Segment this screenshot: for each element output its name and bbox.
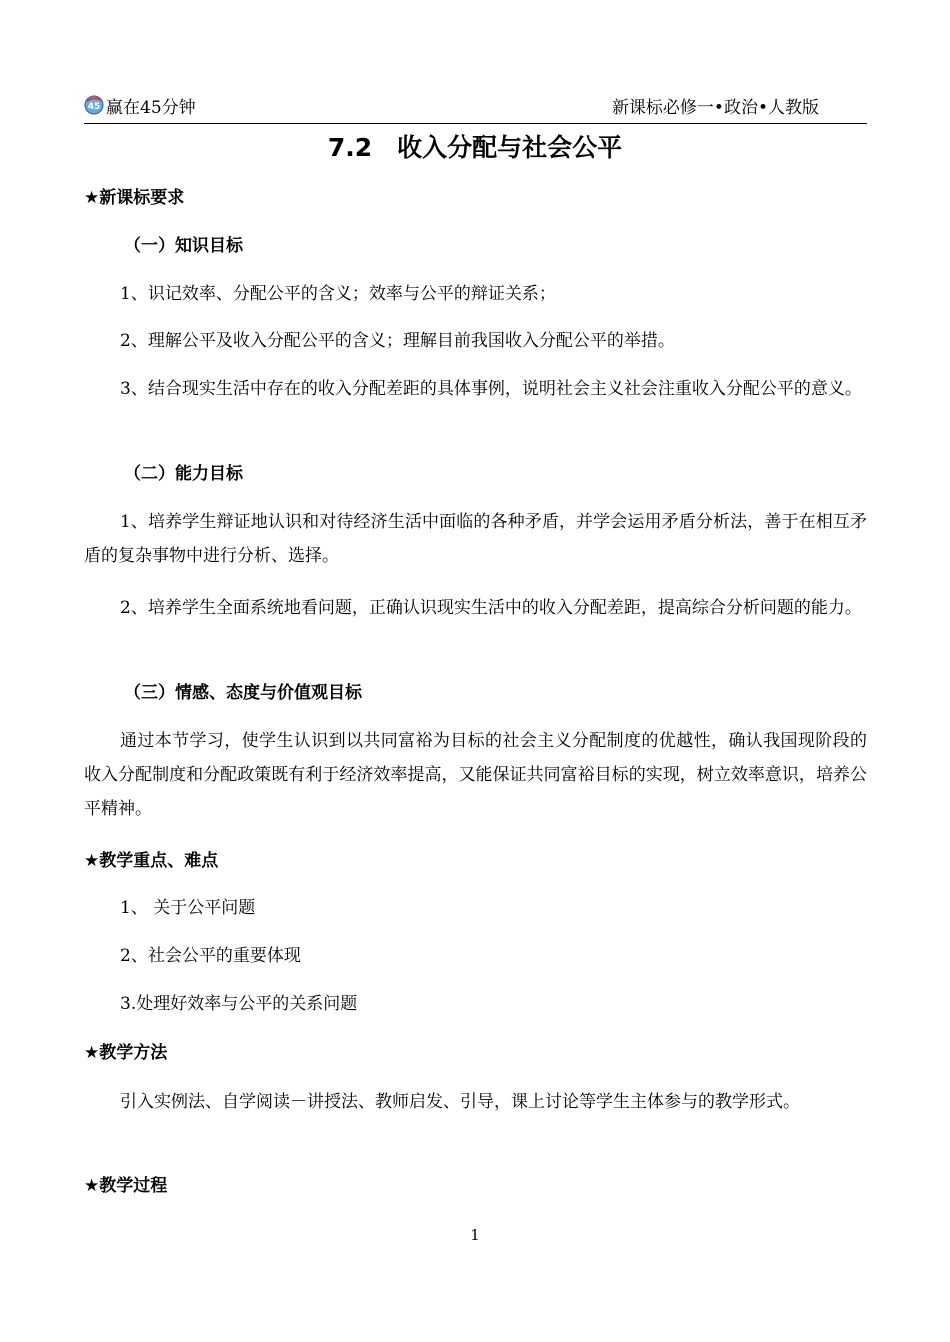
section-heading-methods: ★教学方法 [84,1043,168,1063]
ability-item-1: 1、培养学生辩证地认识和对待经济生活中面临的各种矛盾，并学会运用矛盾分析法，善于在相互矛盾的复杂事物中进行分析、选择。 [84,512,867,566]
knowledge-item-2: 2、理解公平及收入分配公平的含义；理解目前我国收入分配公平的举措。 [120,331,675,351]
subheading-ability-goals: （二）能力目标 [124,464,243,484]
knowledge-item-1: 1、识记效率、分配公平的含义；效率与公平的辩证关系； [120,284,556,304]
key-point-item-2: 2、社会公平的重要体现 [120,946,301,966]
subheading-knowledge-goals: （一）知识目标 [124,236,243,256]
document-title: 7.2 收入分配与社会公平 [327,133,623,162]
emotion-goals-text: 通过本节学习，使学生认识到以共同富裕为目标的社会主义分配制度的优越性，确认我国现阶段的收入分配制度和分配政策既有利于经济效率提高，又能保证共同富裕目标的实现，树立效率意识，培养公平精神。 [84,731,867,819]
page-number: 1 [470,1226,480,1244]
ability-item-2: 2、培养学生全面系统地看问题，正确认识现实生活中的收入分配差距，提高综合分析问题的能力。 [120,598,862,618]
key-point-item-3: 3.处理好效率与公平的关系问题 [120,994,358,1014]
svg-text:45: 45 [87,102,101,112]
section-heading-key-points: ★教学重点、难点 [84,851,219,871]
header-right-text: 新课标必修一•政治•人教版 [611,98,819,118]
number-45-circle-logo-icon [84,95,104,115]
section-heading-standards: ★新课标要求 [84,188,185,208]
knowledge-item-3: 3、结合现实生活中存在的收入分配差距的具体事例，说明社会主义社会注重收入分配公平的意义。 [120,379,862,399]
header-left-text: 赢在45分钟 [106,98,196,118]
page-header [84,95,867,124]
section-heading-process: ★教学过程 [84,1176,168,1196]
methods-text: 引入实例法、自学阅读－讲授法、教师启发、引导，课上讨论等学生主体参与的教学形式。 [120,1092,800,1112]
key-point-item-1: 1、 关于公平问题 [120,898,256,918]
subheading-emotion-goals: （三）情感、态度与价值观目标 [124,683,362,703]
